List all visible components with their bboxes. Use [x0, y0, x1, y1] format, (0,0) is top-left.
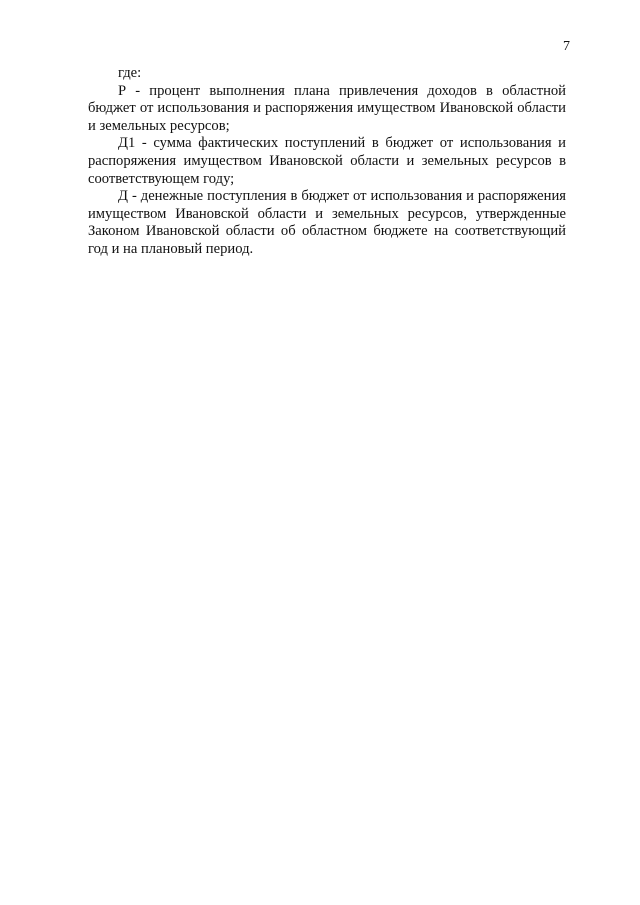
definition-p: Р - процент выполнения плана привлечения доходов в областной бюджет от использования и распоряжения имуществом Ивановской области и земельных ресурсов;	[88, 82, 566, 134]
intro-line: где:	[118, 65, 142, 81]
definition-d: Д - денежные поступления в бюджет от использования и распоряжения имуществом Ивановской области и земельных ресурсов, утвержденные Законом Ивановской области об областном бюджете на соответствующий год и на плановый период.	[88, 188, 566, 257]
definition-d1: Д1 - сумма фактических поступлений в бюджет от использования и распоряжения имуществом Ивановской области и земельных ресурсов в соответствующем году;	[88, 135, 566, 187]
page-number: 7	[563, 39, 570, 54]
document-body	[88, 65, 566, 259]
